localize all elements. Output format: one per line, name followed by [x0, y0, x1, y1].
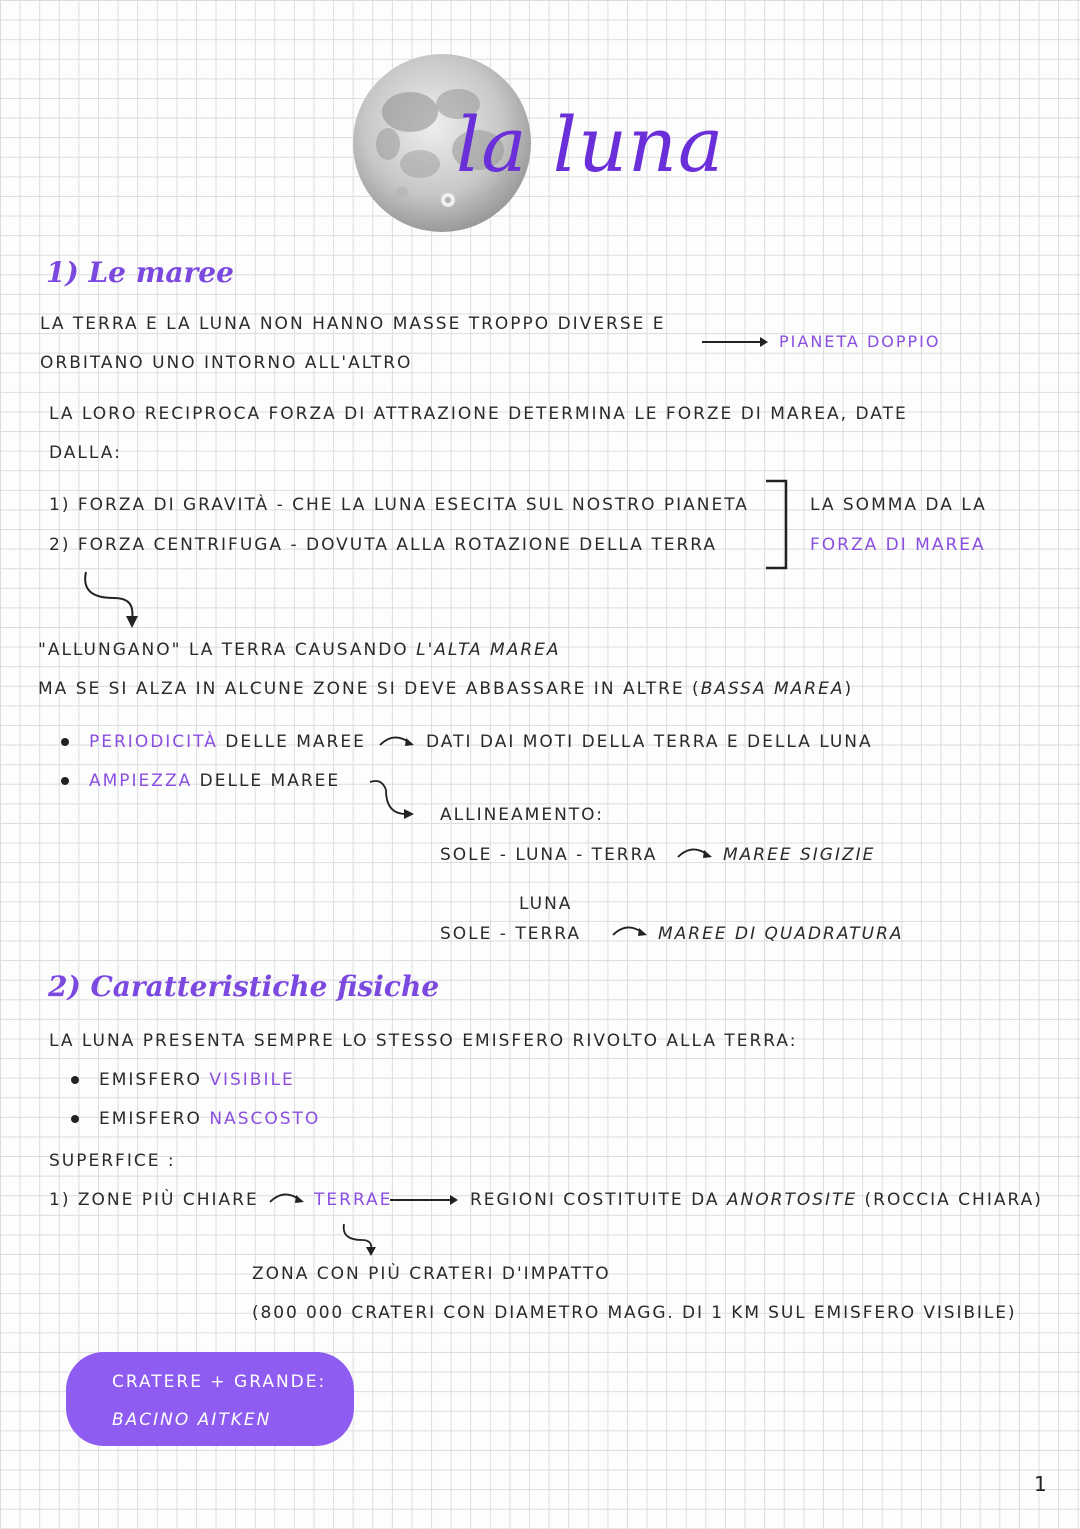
text-line: LA LORO RECIPROCA FORZA DI ATTRAZIONE DETERMINA LE FORZE DI MAREA, DATE — [49, 404, 908, 424]
forza-di-marea-label: FORZA DI MAREA — [810, 535, 986, 555]
badge-line2: BACINO AITKEN — [112, 1410, 272, 1430]
text-line: DALLA: — [49, 443, 122, 463]
curved-arrow-down-icon — [80, 570, 140, 632]
force-gravity: 1) FORZA DI GRAVITÀ - CHE LA LUNA ESECITA SUL NOSTRO PIANETA — [49, 495, 749, 515]
text-line: LA LUNA PRESENTA SEMPRE LO STESSO EMISFERO RIVOLTO ALLA TERRA: — [49, 1031, 798, 1051]
badge-line1: CRATERE + GRANDE: — [112, 1372, 327, 1392]
terrae-description: REGIONI COSTITUITE DA ANORTOSITE (ROCCIA CHIARA) — [470, 1190, 1043, 1210]
page-number: 1 — [1034, 1472, 1047, 1496]
bullet-ampiezza: AMPIEZZA DELLE MAREE — [89, 771, 341, 791]
allineamento-label: ALLINEAMENTO: — [440, 805, 604, 825]
low-tide-line: MA SE SI ALZA IN ALCUNE ZONE SI DEVE ABBASSARE IN ALTRE (BASSA MAREA) — [38, 679, 854, 699]
stretch-line: "ALLUNGANO" LA TERRA CAUSANDO L'ALTA MAREA — [38, 640, 561, 660]
section-heading-caratteristiche: 2) Caratteristiche fisiche — [48, 970, 440, 1003]
curved-arrow-right-icon — [676, 845, 714, 861]
bullet-icon — [71, 1076, 79, 1084]
section-heading-maree: 1) Le maree — [46, 256, 234, 289]
bullet-icon — [61, 777, 69, 785]
arrow-right-icon — [702, 335, 768, 349]
pianeta-doppio-label: PIANETA DOPPIO — [779, 332, 941, 351]
curved-arrow-right-icon — [611, 923, 649, 939]
crater-badge — [66, 1352, 354, 1446]
arrow-right-icon — [390, 1193, 458, 1207]
bullet-periodicita: PERIODICITÀ DELLE MAREE — [89, 732, 366, 752]
craters-line1: ZONA CON PIÙ CRATERI D'IMPATTO — [252, 1264, 611, 1284]
craters-line2: (800 000 CRATERI CON DIAMETRO MAGG. DI 1 KM SUL EMISFERO VISIBILE) — [252, 1303, 1017, 1323]
bracket-icon — [764, 478, 790, 572]
align-sigizie: SOLE - LUNA - TERRA — [440, 845, 658, 865]
maree-sigizie-label: MAREE SIGIZIE — [723, 845, 876, 865]
force-centrifugal: 2) FORZA CENTRIFUGA - DOVUTA ALLA ROTAZIONE DELLA TERRA — [49, 535, 718, 555]
surface-label: SUPERFICE : — [49, 1151, 176, 1171]
hemisphere-visible: EMISFERO VISIBILE — [99, 1070, 295, 1090]
curved-arrow-down-right-icon — [368, 776, 418, 822]
text-line: LA TERRA E LA LUNA NON HANNO MASSE TROPPO DIVERSE E — [40, 314, 666, 334]
hemisphere-hidden: EMISFERO NASCOSTO — [99, 1109, 321, 1129]
sum-text: LA SOMMA DA LA — [810, 495, 987, 515]
curved-arrow-right-icon — [378, 733, 416, 749]
bullet-icon — [71, 1115, 79, 1123]
text-line: ORBITANO UNO INTORNO ALL'ALTRO — [40, 353, 413, 373]
align-quadratura: SOLE - TERRA — [440, 924, 582, 944]
terrae-label: TERRAE — [314, 1190, 393, 1210]
bullet-icon — [61, 738, 69, 746]
curved-arrow-down-icon — [340, 1222, 380, 1258]
curved-arrow-right-icon — [268, 1190, 306, 1206]
page-title: la luna — [456, 100, 725, 189]
zone-light: 1) ZONE PIÙ CHIARE — [49, 1190, 259, 1210]
maree-quadratura-label: MAREE DI QUADRATURA — [658, 924, 904, 944]
bullet-periodicita-result: DATI DAI MOTI DELLA TERRA E DELLA LUNA — [426, 732, 873, 752]
align-luna-top: LUNA — [519, 894, 573, 914]
